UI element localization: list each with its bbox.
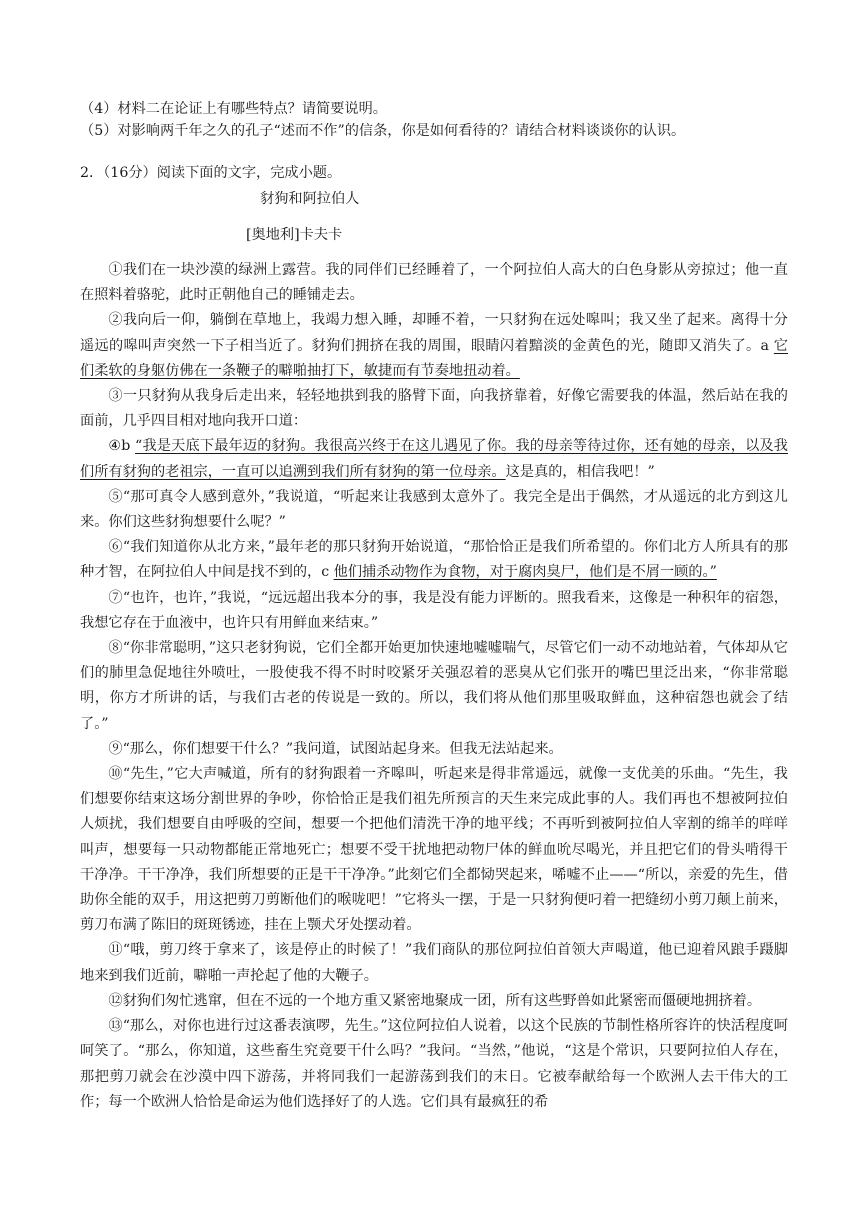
paragraph-text: ⑧“你非常聪明，”这只老豺狗说，它们全都开始更加快速地嘘嘘喘气，尽管它们一动不动地站着，气体却从它们的肺里急促地往外喷吐，一股使我不得不时时咬紧牙关强忍着的恶臭从它们张开的嘴巴里泛出来，“你非常聪明，你方才所讲的话，与我们古老的传说是一致的。所以，我们将从他们那里吸取鲜血，这种宿怨也就会了结了。” [80, 640, 788, 732]
paragraph-text: ⑥“我们知道你从北方来，”最年老的那只豺狗开始说道，“那恰恰正是我们所希望的。你们北方人所具有的那种才智，在阿拉伯人中间是找不到的，c [80, 539, 788, 581]
article-author: [奥地利]卡夫卡 [246, 227, 343, 243]
underlined-sentence: 它们柔软的身躯仿佛在一条鞭子的噼啪抽打下，敏捷而有节奏地扭动着。 [80, 337, 788, 379]
underlined-sentence: “我是天底下最年迈的豺狗。我很高兴终于在这儿遇见了你。我的母亲等待过你，还有她的母亲，以及我们所有豺狗的老祖宗，一直可以追溯到我们所有豺狗的第一位母亲。 [80, 438, 788, 480]
paragraph-text: ⑤“那可真令人感到意外，”我说道，“听起来让我感到太意外了。我完全是出于偶然，才从遥远的北方到这儿来。你们这些豺狗想要什么呢？” [80, 488, 788, 531]
paragraph-text: ③一只豺狗从我身后走出来，轻轻地拱到我的胳臂下面，向我挤靠着，好像它需要我的体温，然后站在我的面前，几乎四目相对地向我开口道： [80, 388, 788, 430]
section-heading: 2．（16分）阅读下面的文字，完成小题。 [80, 165, 342, 181]
paragraph-text: ⑪“哦，剪刀终于拿来了，该是停止的时候了！”我们商队的那位阿拉伯首领大声喝道，他已迎着风踉手蹑脚地来到我们近前，噼啪一声抡起了他的大鞭子。 [80, 942, 788, 984]
paragraph-12 [80, 989, 788, 1014]
paragraph-text-tail: 这是真的，相信我吧！” [505, 463, 655, 480]
paragraph-5 [80, 485, 788, 535]
paragraph-6 [80, 535, 788, 585]
paragraph-text: ④b [108, 438, 136, 455]
paragraph-text: ⑦“也许，也许，”我说，“远远超出我本分的事，我是没有能力评断的。照我看来，这像是一种积年的宿怨，我想它存在于血液中，也许只有用鲜血来结束。” [80, 589, 788, 631]
paragraph-text: ⑨“那么，你们想要干什么？”我问道，试图站起身来。但我无法站起来。 [108, 740, 563, 757]
paragraph-2 [80, 308, 788, 384]
paragraph-10 [80, 762, 788, 938]
paragraph-1 [80, 258, 788, 308]
paragraph-9 [80, 737, 788, 762]
article-title: 豺狗和阿拉伯人 [260, 191, 360, 207]
previous-questions [80, 98, 788, 142]
paragraph-7 [80, 586, 788, 636]
paragraph-11 [80, 938, 788, 988]
paragraph-text: ①我们在一块沙漠的绿洲上露营。我的同伴们已经睡着了，一个阿拉伯人高大的白色身影从旁掠过；他一直在照料着骆驼，此时正朝他自己的睡铺走去。 [80, 262, 788, 304]
question-4: （4）材料二在论证上有哪些特点？请简要说明。 [80, 101, 387, 117]
underlined-sentence: 他们捕杀动物作为食物，对于腐肉臭尸，他们是不屑一顾的。” [333, 564, 717, 581]
paragraph-text: ⑬“那么，对你也进行过这番表演啰，先生。”这位阿拉伯人说着，以这个民族的节制性格所容许的快活程度呵呵笑了。“那么，你知道，这些畜生究竟要干什么吗？”我问。“当然，”他说，“这是个常识，只要阿拉伯人存在，那把剪刀就会在沙漠中四下游荡，并将同我们一起游荡到我们的末日。它被奉献给每一个欧洲人去干伟大的工作；每一个欧洲人恰恰是命运为他们选择好了的人选。它们具有最疯狂的希 [80, 1018, 788, 1110]
question-5: （5）对影响两千年之久的孔子“述而不作”的信条，你是如何看待的？请结合材料谈谈你的认识。 [80, 123, 686, 139]
paragraph-13 [80, 1014, 788, 1115]
paragraph-3 [80, 384, 788, 434]
paragraph-text: ⑫豺狗们匆忙逃窜，但在不远的一个地方重又紧密地聚成一团，所有这些野兽如此紧密而僵硬地拥挤着。 [108, 992, 762, 1009]
paragraph-8 [80, 636, 788, 737]
paragraph-text: ②我向后一仰，躺倒在草地上，我竭力想入睡，却睡不着，一只豺狗在远处嗥叫；我又坐了起来。离得十分遥远的嗥叫声突然一下子相当近了。豺狗们拥挤在我的周围，眼睛闪着黯淡的金黄色的光，随即又消失了。a [80, 312, 788, 354]
paragraph-text: ⑩“先生，”它大声喊道，所有的豺狗跟着一齐嗥叫，听起来是得非常遥远，就像一支优美的乐曲。“先生，我们想要你结束这场分割世界的争吵，你恰恰正是我们祖先所预言的天生来完成此事的人。我们再也不想被阿拉伯人烦扰，我们想要自由呼吸的空间，想要一个把他们清洗干净的地平线；不再听到被阿拉伯人宰割的绵羊的咩咩叫声，想要每一只动物都能正常地死亡；想要不受干扰地把动物尸体的鲜血吮尽喝光，并且把它们的骨头啃得干干净净。干干净净，我们所想要的正是干干净净。”此刻它们全都恸哭起来，唏嘘不止——“所以，亲爱的先生，借助你全能的双手，用这把剪刀剪断他们的喉咙吧！”它将头一摆，于是一只豺狗便叼着一把缝纫小剪刀颠上前来，剪刀布满了陈旧的斑斑锈迹，挂在上颚犬牙处摆动着。 [80, 766, 788, 934]
document-page [80, 98, 788, 1115]
paragraph-4 [80, 434, 788, 484]
article-body [80, 258, 788, 1115]
